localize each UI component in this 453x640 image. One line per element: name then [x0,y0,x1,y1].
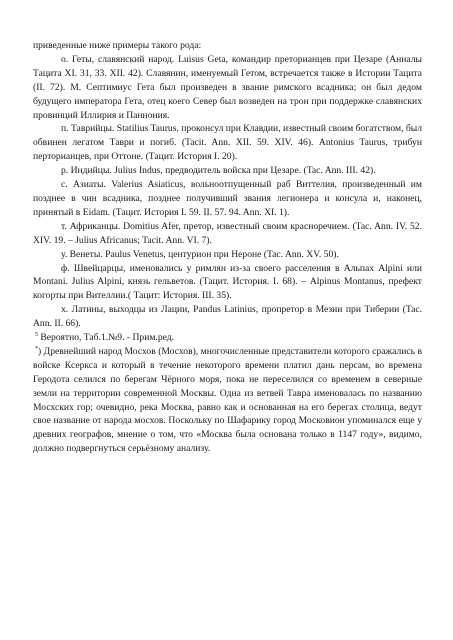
paragraph-latiny: х. Латины, выходцы из Лации, Pandus Latinius, пропретор в Мезии при Тиберии (Tac. Ann. II. 66). [33,304,422,330]
footnote-2-mark: * [35,345,38,352]
paragraph-venety: у. Венеты. Paulus Venetus, центурион при Нероне (Tac. Ann. XV. 50). [61,248,339,260]
paragraph-indiytsy: р. Индийцы. Julius Indus, предводитель войска при Цезаре. (Tac. Ann. III. 42). [61,165,376,177]
paragraph-geta: о. Геты, славянский народ. Luisus Geta, командир преторианцев при Цезаре (Анналы Тацита XI. 31, 33. XII. 42). Славянин, именуемый Гетом, встречается также в Истории Тацита (II. 72). М. Септимиус Гета был произведен в звание римского всадника; он был дедом будущего императора Гета, отец коего Север был возведен на трон при поддержке славянских провинций Иллирия и Паннония. [33,53,422,121]
paragraph-tavriytsy: п. Таврийцы. Statilius Taurus, проконсул при Клавдии, известный своим богатством, был обвинен легатом Таври и погиб. (Tacit. Ann. XII. 59. XIV. 46). Antonius Taurus, трибун перторианцев, при Оттоне. (Тацит. История I. 20). [33,123,422,163]
footnote-2 [33,345,422,456]
intro-line: приведенные ниже примеры такого рода: [33,40,202,51]
footnote-1-mark: 5 [35,331,38,338]
paragraph-afrikantsy: т. Африканцы. Domitius Afer, претор, известный своим красноречием. (Tac. Ann. IV. 52. XIV. 19. – Julius Africanus; Tacit. Ann. VI. 7). [33,220,422,246]
footnote-1 [33,331,422,345]
paragraph-shveitsartsy: ф. Швейцарцы, именовались у римлян из-за своего расселения в Альпах Alpini или Montani. Julius Alpini, князь гельветов. (Тацит. История. I. 68). – Alpinus Montanus, префект когорты при Вителлии.( Тацит: История. III. 35). [33,262,422,302]
paragraph-aziaty: с. Азиаты. Valerius Asiaticus, вольноотпущенный раб Виттелия, произведенный им позднее в чин всадника, позднее получивший звания легионера и консула и, наконец, принятый в Eidam. (Тацит. История I. 59. II. 57. 94. Ann. XI. 1). [33,179,422,218]
footnote-2-text: ) Древнейший народ Мосхов (Мосхов), многочисленные представители которого сражались в войске Ксеркса и который в течение некоторого времени платил дань персам, во времена Геродота селился по берегам Чёрного моря, пока не переселился со временем в северные земли на территории современной Москвы. Одна из ветвей Тавра именовалась по названию Мосхских гор; очевидно, река Москва, равно как и основанная на его берегах столица, ведут свое название от народа мосхов. Поскольку по Шафарику город Московион упоминался еще у древних географов, мнение о том, что «Москва была основана только в 1147 году», видимо, должно подвергнуться серьёзному анализу. [33,345,422,455]
footnote-1-text: Вероятно, Таб.1.№9. - Прим.ред. [38,332,175,344]
document-page [33,39,422,456]
